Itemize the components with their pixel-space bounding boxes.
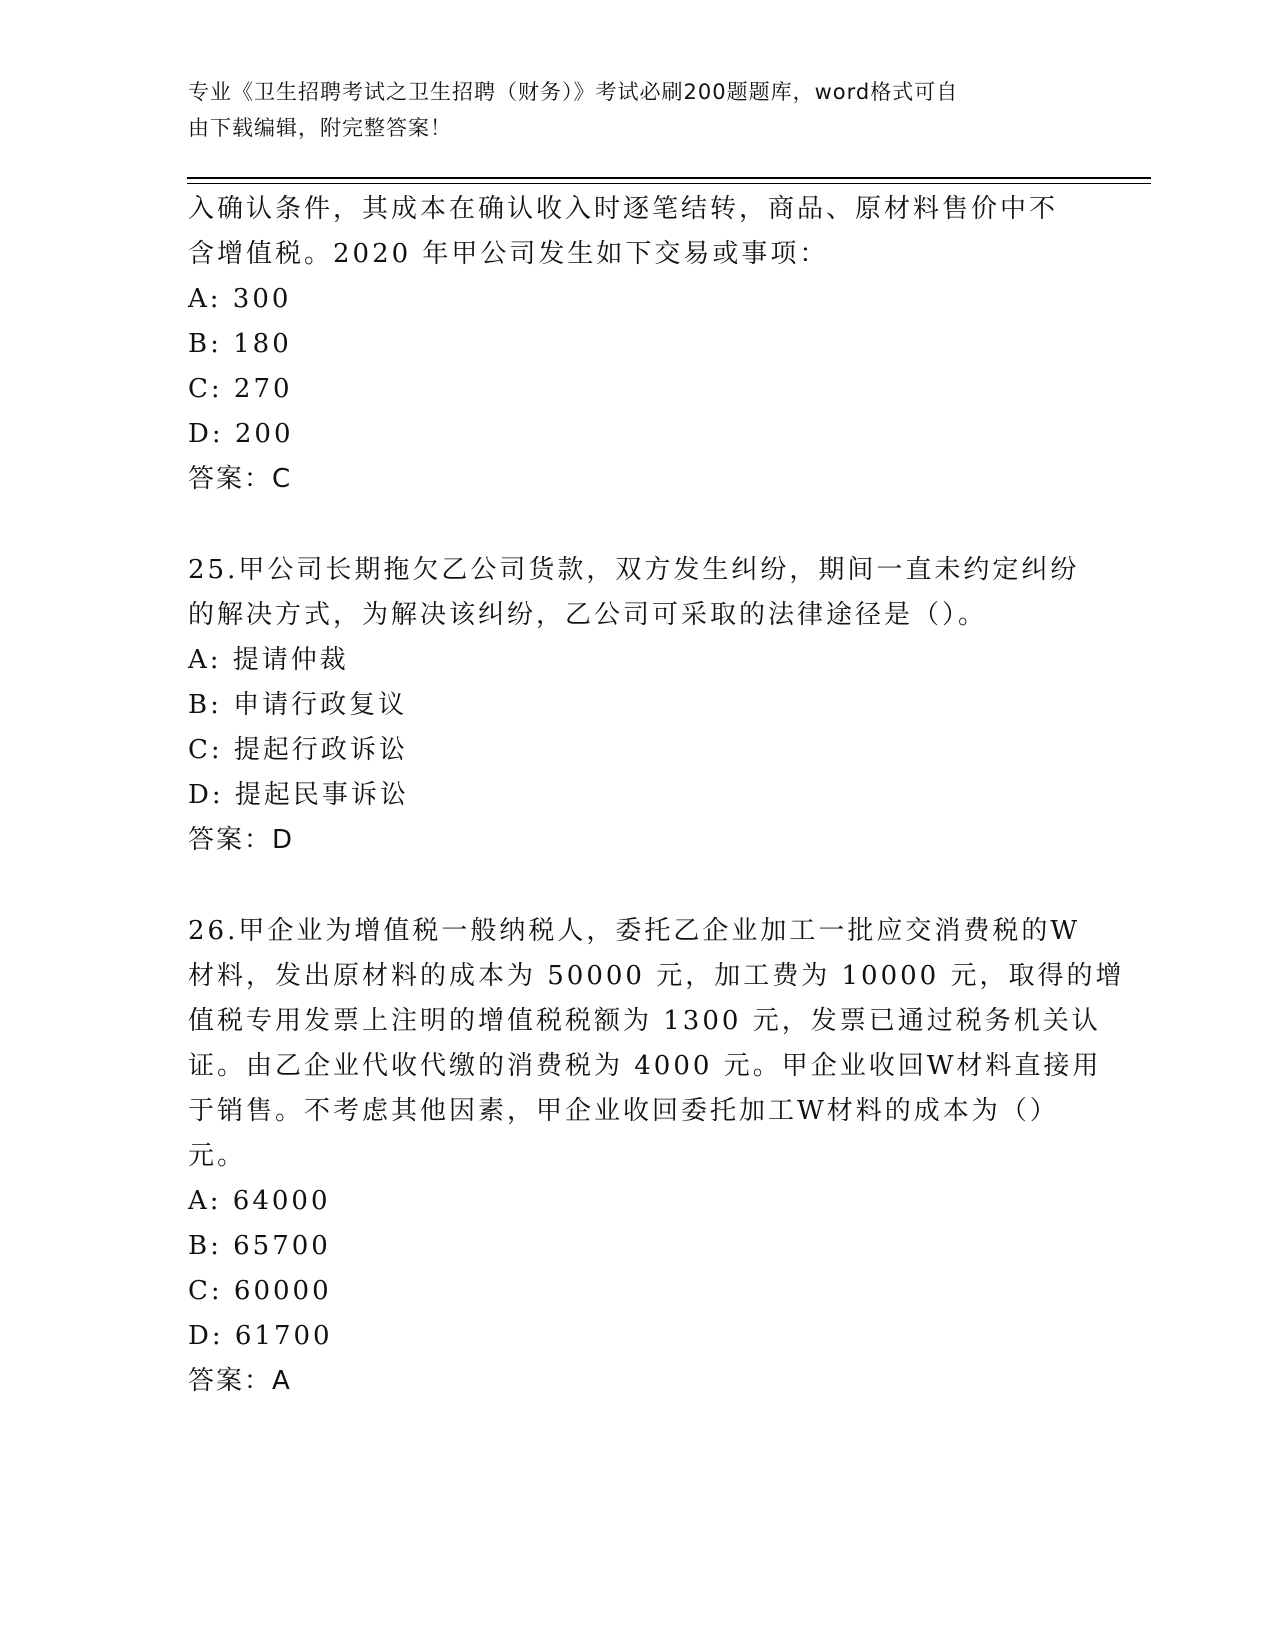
document-body bbox=[188, 187, 1125, 1404]
option-d: D: 61700 bbox=[188, 1321, 333, 1351]
question-stem-line: 证。由乙企业代收代缴的消费税为 4000 元。甲企业收回W材料直接用 bbox=[188, 1051, 1102, 1081]
question-stem-line: 含增值税。2020 年甲公司发生如下交易或事项： bbox=[188, 239, 829, 269]
question-stem-line: 材料，发出原材料的成本为 50000 元，加工费为 10000 元，取得的增 bbox=[188, 961, 1125, 991]
answer-line: 答案：A bbox=[188, 1366, 292, 1396]
option-d: D: 200 bbox=[188, 419, 294, 449]
question-stem-line: 入确认条件，其成本在确认收入时逐笔结转，商品、原材料售价中不 bbox=[188, 194, 1059, 224]
option-d: D: 提起民事诉讼 bbox=[188, 780, 409, 810]
question-stem-line: 值税专用发票上注明的增值税税额为 1300 元，发票已通过税务机关认 bbox=[188, 1006, 1101, 1036]
header-divider-thin bbox=[187, 183, 1151, 184]
option-b: B: 申请行政复议 bbox=[188, 690, 408, 720]
header-line-1: 专业《卫生招聘考试之卫生招聘（财务）》考试必刷200题题库，word格式可自 bbox=[188, 80, 959, 104]
question-25 bbox=[188, 548, 1080, 863]
option-a: A: 64000 bbox=[188, 1186, 331, 1216]
answer-line: 答案：C bbox=[188, 464, 293, 494]
question-26 bbox=[188, 909, 1125, 1404]
option-c: C: 60000 bbox=[188, 1276, 332, 1306]
question-stem-line: 的解决方式，为解决该纠纷，乙公司可采取的法律途径是（）。 bbox=[188, 600, 988, 630]
header-line-2: 由下载编辑，附完整答案！ bbox=[188, 116, 452, 140]
answer-line: 答案：D bbox=[188, 825, 295, 855]
question-stem-line: 于销售。不考虑其他因素，甲企业收回委托加工W材料的成本为（） bbox=[188, 1096, 1059, 1126]
header-divider-thick bbox=[187, 177, 1151, 179]
question-stem-line: 元。 bbox=[188, 1141, 247, 1171]
document-header bbox=[188, 74, 1068, 146]
option-c: C: 提起行政诉讼 bbox=[188, 735, 408, 765]
spacer bbox=[188, 863, 1068, 909]
option-b: B: 180 bbox=[188, 329, 292, 359]
option-a: A: 300 bbox=[188, 284, 292, 314]
question-stem-line: 26.甲企业为增值税一般纳税人，委托乙企业加工一批应交消费税的W bbox=[188, 916, 1081, 946]
option-c: C: 270 bbox=[188, 374, 293, 404]
spacer bbox=[188, 502, 1068, 548]
option-b: B: 65700 bbox=[188, 1231, 331, 1261]
question-24-continuation bbox=[188, 187, 1068, 502]
question-stem-line: 25.甲公司长期拖欠乙公司货款，双方发生纠纷，期间一直未约定纠纷 bbox=[188, 555, 1080, 585]
option-a: A: 提请仲裁 bbox=[188, 645, 349, 675]
